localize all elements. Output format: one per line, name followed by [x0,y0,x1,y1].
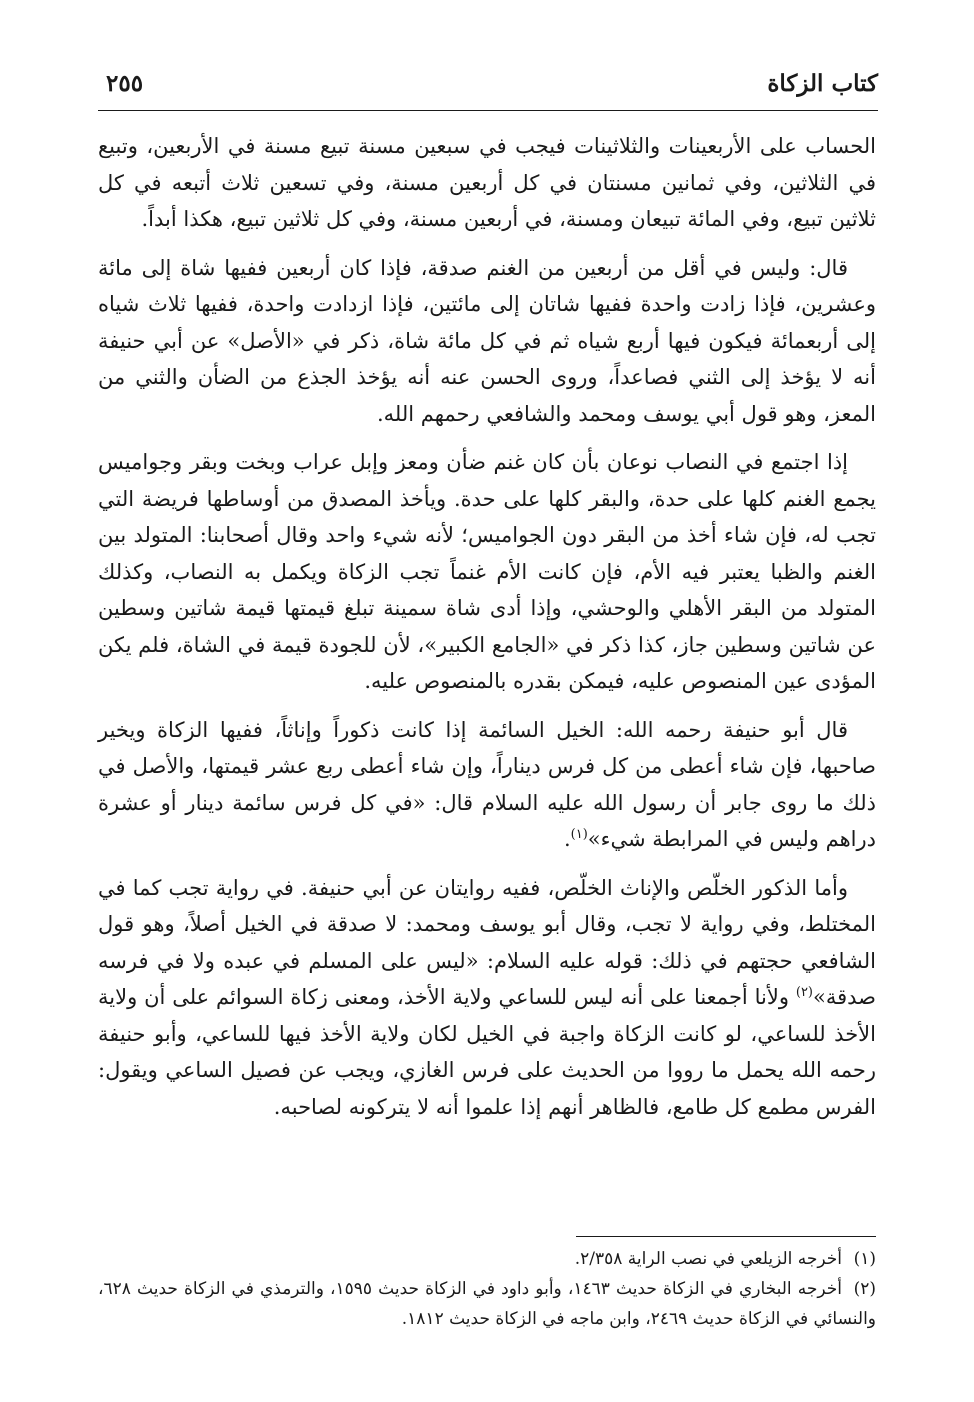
footnote-ref-1[interactable]: (١) [570,827,588,842]
paragraph: الحساب على الأربعينات والثلاثينات فيجب في سبعين مسنة تبيع مسنة في الأربعين، وتبيع في الثلاثين، وفي ثمانين مسنتان في كل أربعين مسنة، وفي تسعين ثلاث أتبعه في كل ثلاثين تبيع، وفي المائة تبيعان ومسنة، في أربعين مسنة، وفي كل ثلاثين تبيع، هكذا أبداً. [98,134,876,231]
sentence-end: . [563,827,571,851]
footnotes [98,1244,876,1334]
page-header [98,66,878,106]
paragraph-text: قال أبو حنيفة رحمه الله: الخيل السائمة إذا كانت ذكوراً وإناثاً، ففيها الزكاة ويخير صاحبها، فإن شاء أعطى من كل فرس ديناراً، وإن شاء أعطى ربع عشر قيمتها، والأصل في ذلك ما روى جابر أن رسول الله عليه السلام قال: «في كل فرس سائمة دينار أو عشرة دراهم وليس في المرابطة شيء» [98,717,876,851]
paragraph-text: ولأنا أجمعنا على أنه ليس للساعي ولاية الأخذ، ومعنى زكاة السوائم على أن ولاية الأخذ للساعي، لو كانت الزكاة واجبة في الخيل لكان ولاية الأخذ فيها للساعي، وأبو حنيفة رحمه الله يحمل ما رووا من الحديث على فرس الغازي، ويجب عن فصيل الساعي ويقول: الفرس مطمع كل طامع، فالظاهر أنهم إذا علموا أنه لا يتركونه لصاحبه. [98,985,876,1119]
paragraph: إذا اجتمع في النصاب نوعان بأن كان غنم ضأن ومعز وإبل عراب وبخت وبقر وجواميس يجمع الغنم كلها على حدة، والبقر كلها على حدة. ويأخذ المصدق من أوساطها فريضة التي تجب له، فإن شاء أخذ من البقر دون الجواميس؛ لأنه شيء واحد وقال أصحابنا: المتولد بين الغنم والظبا يعتبر فيه الأم، فإن كانت الأم غنماً تجب الزكاة ويكمل به النصاب، وكذلك المتولد من البقر الأهلي والوحشي، وإذا أدى شاة سمينة تبلغ قيمتها قيمة شاتين وسطين عن شاتين وسطين جاز، كذا ذكر في «الجامع الكبير»، لأن للجودة قيمة في الشاة، فلم يكن المؤدى عين المنصوص عليه، فيمكن بقدره بالمنصوص عليه. [98,450,876,693]
footnote-number: (٢) [853,1279,877,1299]
main-text [98,128,876,1125]
paragraph-text: وأما الذكور الخلّص والإناث الخلّص، ففيه روايتان عن أبي حنيفة. في رواية تجب كما في المختلط، وفي رواية لا تجب، وقال أبو يوسف ومحمد: لا صدقة في الخيل أصلاً، وهو قول الشافعي حجتهم في ذلك: قوله عليه السلام: «ليس على المسلم في عبده ولا في فرسه صدقة» [98,875,876,1009]
paragraph [98,712,876,858]
chapter-title: كتاب الزكاة [767,70,878,97]
footnote-ref-2[interactable]: (٢) [795,985,813,1000]
footnote-number: (١) [853,1249,876,1269]
footnote [98,1244,876,1274]
header-divider [98,110,878,111]
footnote [98,1274,876,1334]
paragraph: قال: وليس في أقل من أربعين من الغنم صدقة، فإذا كان أربعين ففيها شاة إلى مائة وعشرين، فإذا زادت واحدة ففيها شاتان إلى مائتين، فإذا ازدادت واحدة، ففيها ثلاث شياه إلى أربعمائة فيكون فيها أربع شياه ثم في كل مائة شاة، ذكر في «الأصل» عن أبي حنيفة أنه لا يؤخذ إلى الثني فصاعداً، وروى الحسن عنه أنه يؤخذ الجذع من الضأن والثني من المعز، وهو قول أبي يوسف ومحمد والشافعي رحمهم الله. [98,255,876,426]
footnote-divider [576,1236,876,1237]
paragraph [98,870,876,1126]
footnote-text: أخرجه الزيلعي في نصب الراية ٢/٣٥٨. [574,1249,842,1269]
footnote-text: أخرجه البخاري في الزكاة حديث ١٤٦٣، وأبو داود في الزكاة حديث ١٥٩٥، والترمذي في الزكاة حديث ٦٢٨، والنسائي في الزكاة حديث ٢٤٦٩، وابن ماجه في الزكاة حديث ١٨١٢. [98,1279,876,1329]
page-number: ٢٥٥ [106,70,144,97]
